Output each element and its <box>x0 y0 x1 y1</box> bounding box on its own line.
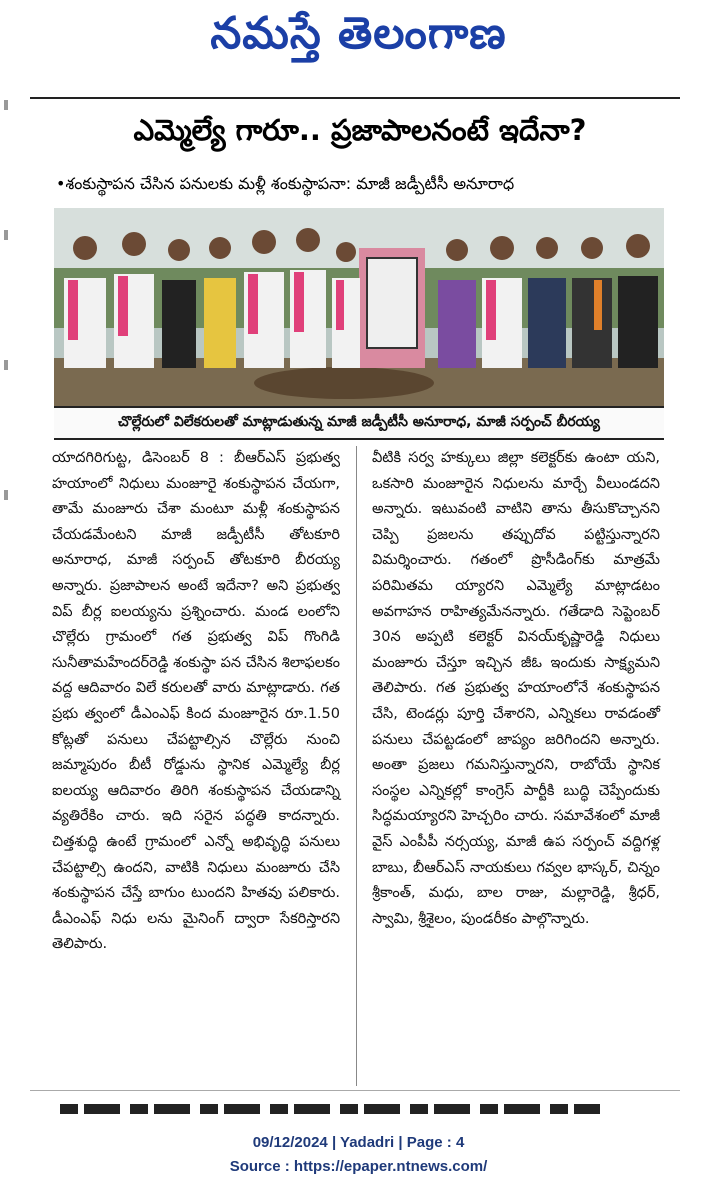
column-divider <box>356 446 357 1086</box>
article-column-right: వీటికి సర్వ హక్కులు జిల్లా కలెక్టర్‌కు ఉంటా యని, ఒకసారి మంజూరైన నిధులను మార్చే వీలుండదని అన్నారు. ఇటువంటి వాటిని తాను తీసుకొచ్చానని చెప్పి ప్రజలను తప్పుదోవ పట్టిస్తున్నారని విమర్శించారు. గతంలో ప్రొసీడింగ్‌కు మాత్రమే పరిమితమ య్యారని ఎమ్మెల్యే మాట్లాడటం అవగాహన రాహిత్యమేనన్నారు. గతేడాది సెప్టెంబర్ 30న అప్పటి కలెక్టర్ వినయ్‌కృష్ణారెడ్డి నిధులు మంజూరు చేస్తూ ఇచ్చిన జీఓ ఇందుకు సాక్ష్యమని తెలిపారు. గత ప్రభుత్వ హయాంలోనే శంకుస్థాపన చేసి, టెండర్లు పూర్తి చేశారని, ఎన్నికలు రావడంతో పనులు చేపట్టడంలో జాప్యం జరిగిందని అన్నారు. అంతా ప్రజలు గమనిస్తున్నారని, రాబోయే స్థానిక సంస్థల ఎన్నికల్లో కాంగ్రెస్ పార్టీకి బుద్ధి చెప్పేందుకు సిద్ధమయ్యారని హెచ్చరిం చారు. సమావేశంలో మాజీ వైస్ ఎంపీపీ నర్సయ్య, మాజీ ఉప సర్పంచ్ వద్దిగళ్ల బాబు, బీఆర్‌ఎస్ నాయకులు గవ్వల భాస్కర్, చిన్నం శ్రీకాంత్, మధు, బాల రాజు, మల్లారెడ్డి, శ్రీధర్, స్వామి, శ్రీశైలం, పుండరీకం పాల్గొన్నారు. <box>372 450 660 927</box>
article-subhead: •శంకుస్థాపన చేసిన పనులకు మళ్లీ శంకుస్థాపనా: మాజీ జడ్పీటీసీ అనూరాధ <box>56 174 515 193</box>
article-column-left: యాదగిరిగుట్ట, డిసెంబర్ 8 : బీఆర్‌ఎస్ ప్రభుత్వ హయాంలో నిధులు మంజూరై శంకుస్థాపన చేయగా, తామే మంజూరు చేశా మంటూ మళ్లీ శంకుస్థాపన చేయడమేంటని మాజీ జడ్పీటీసీ తోటకూరి అనూరాధ, మాజీ సర్పంచ్ తోటకూరి బీరయ్య అన్నారు. ప్రజాపాలన అంటే ఇదేనా? అని ప్రభుత్వ విప్ బీర్ల ఐలయ్యను ప్రశ్నించారు. మండ లంలోని చొల్లేరు గ్రామంలో గత ప్రభుత్వ విప్ గొంగిడి సునీతామహేందర్‌రెడ్డి శంకుస్థా పన చేసిన శిలాఫలకం వద్ద ఆదివారం విలే కరులతో వారు మాట్లాడారు. గత ప్రభు త్వంలో డీఎంఎఫ్ కింద మంజూరైన రూ.1.50 కోట్లతో పనులు చేపట్టాల్సిన చొల్లేరు నుంచి జమ్మాపురం బీటీ రోడ్డును స్థానిక ఎమ్మెల్యే బీర్ల ఐలయ్య ఆదివారం తిరిగి శంకుస్థాపన చేయడాన్ని వ్యతిరేకిం చారు. ఇది సరైన పద్ధతి కాదన్నారు. చిత్తశుద్ధి ఉంటే గ్రామంలో ఎన్నో అభివృద్ధి పనులు చేపట్టాల్సి ఉందని, వాటికి నిధులు మంజూరు చేసి శంకుస్థాపన చేస్తే బాగుం టుందని హితవు పలికారు. డీఎంఎఫ్ నిధు లను మైనింగ్ ద్వారా సేకరిస్తారని తెలిపారు. <box>52 450 340 953</box>
page-edge-marks <box>4 100 10 660</box>
photo-caption: చొల్లేరులో విలేకరులతో మాట్లాడుతున్న మాజీ జడ్పీటీసీ అనూరాధ, మాజీ సర్పంచ్ బీరయ్య <box>54 406 664 440</box>
newspaper-masthead <box>0 8 717 70</box>
footer-source-link[interactable]: Source : https://epaper.ntnews.com/ <box>229 1158 488 1175</box>
article-headline: ఎమ్మెల్యే గారూ.. ప్రజాపాలనంటే ఇదేనా? <box>133 113 587 147</box>
cutoff-next-headline <box>60 1104 600 1114</box>
footer-date-edition-page: 09/12/2024 | Yadadri | Page : 4 <box>252 1134 465 1151</box>
masthead-title: నమస్తే తెలంగాణ <box>210 8 507 59</box>
epaper-footer <box>0 1131 717 1179</box>
article-photo <box>54 208 664 406</box>
bottom-rule <box>30 1090 680 1091</box>
group-photo-illustration <box>54 208 664 406</box>
top-rule <box>30 97 680 99</box>
